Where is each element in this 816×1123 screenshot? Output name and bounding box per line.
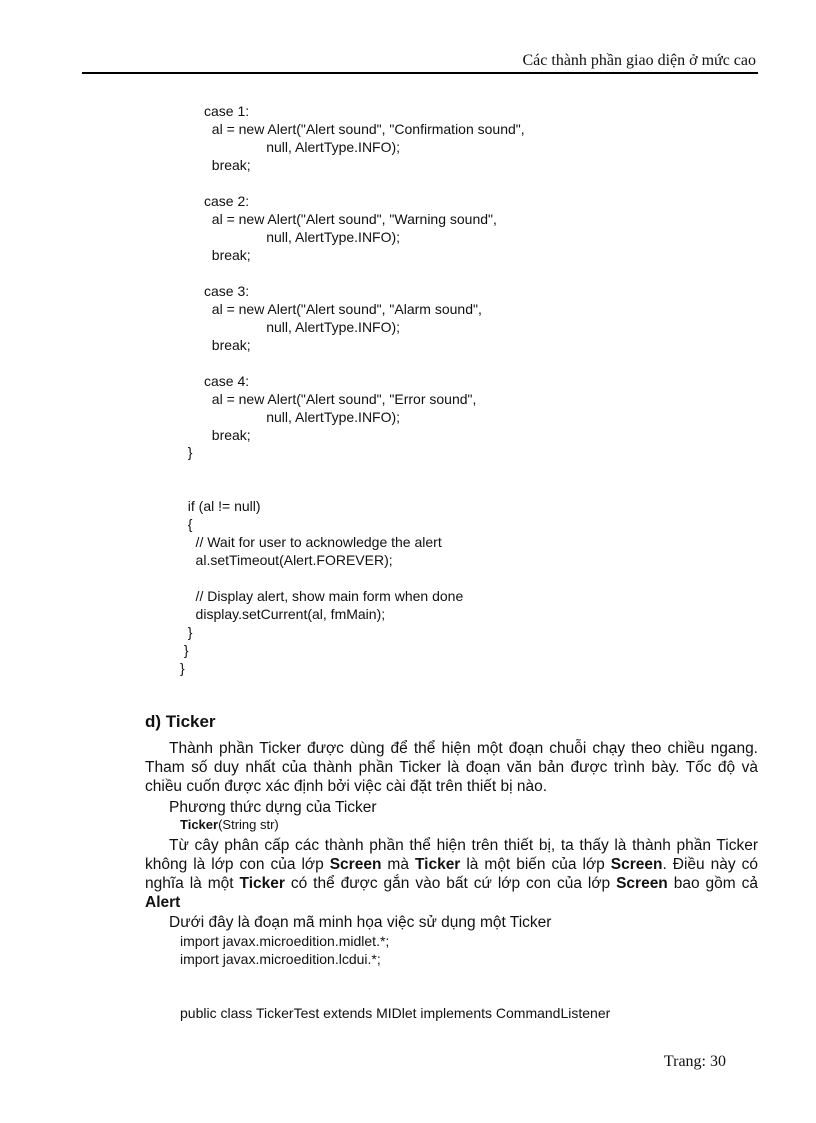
constructor-signature (180, 817, 279, 832)
page-header-title: Các thành phần giao diện ở mức cao (522, 52, 756, 69)
paragraph-ticker-intro: Thành phần Ticker được dùng để thể hiện một đoạn chuỗi chạy theo chiều ngang. Tham số duy nhất của thành phần Ticker là đoạn văn bản được trình bày. Tốc độ và chiều cuốn được xác định bởi việc cài đặt trên thiết bị nào. (145, 740, 758, 795)
section-heading: d) Ticker (145, 712, 216, 731)
constructor-name: Ticker (180, 817, 219, 832)
paragraph-ticker-hierarchy: Từ cây phân cấp các thành phần thể hiện trên thiết bị, ta thấy là thành phần Ticker không là lớp con của lớp Screen mà Ticker là một biến của lớp Screen. Điều này có nghĩa là một Ticker có thể được gắn vào bất cứ lớp con của lớp Screen bao gồm cả Alert (145, 837, 759, 911)
code-block-alert-display: } if (al != null) { // Wait for user to acknowledge the alert al.setTimeout(Alert.FOREVER); // Display alert, show main form when done display.setCurrent(al, fmMain); } } } (180, 444, 464, 676)
constructor-args: (String str) (218, 817, 279, 832)
page-number: Trang: 30 (663, 1053, 726, 1070)
header-divider (82, 72, 758, 74)
code-block-ticker-test: import javax.microedition.midlet.*; import javax.microedition.lcdui.*; public class TickerTest extends MIDlet implements CommandListener (180, 933, 611, 1021)
code-block-switch-cases: case 1: al = new Alert("Alert sound", "Confirmation sound", null, AlertType.INFO); break; case 2: al = new Alert("Alert sound", "Warning sound", null, AlertType.INFO); break; case 3: al = new Alert("Alert sound", "Alarm sound", null, AlertType.INFO); break; case 4: al = new Alert("Alert sound", "Error sound", null, AlertType.INFO); break; (204, 103, 525, 443)
paragraph-constructor-intro: Phương thức dựng của Ticker (169, 799, 377, 816)
paragraph-example-intro: Dưới đây là đoạn mã minh họa việc sử dụng một Ticker (169, 914, 552, 931)
